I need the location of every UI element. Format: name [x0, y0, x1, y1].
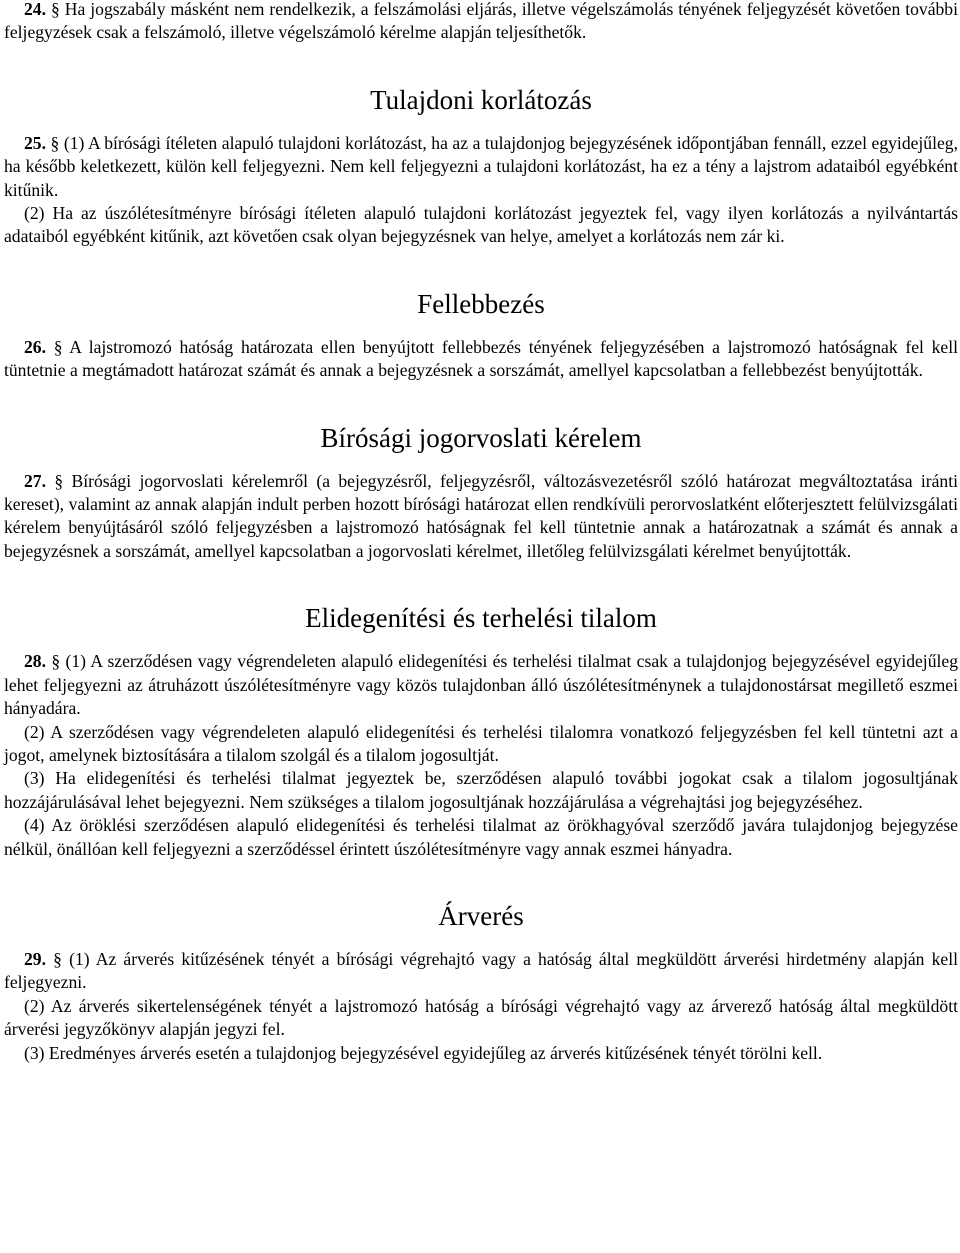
heading-elidegenitesi-es-terhelesi-tilalom: Elidegenítési és terhelési tilalom: [305, 603, 657, 634]
section-28-subsection-2: (2) A szerződésen vagy végrendeleten alapuló elidegenítési és terhelési tilalomra vonatkozó feljegyzésben fel kell tüntetni azt a jogot, amelynek biztosítására a tilalom szolgál és a tilalom jogosultját.: [4, 721, 958, 765]
section-28-subsection-4: (4) Az öröklési szerződésen alapuló elidegenítési és terhelési tilalmat az örökhagyóval szerződő javára tulajdonjog bejegyzése nélkül, önállóan kell feljegyezni a szerződéssel érintett úszólétesítményre vagy annak eszmei hányadra.: [4, 815, 958, 859]
section-28: [4, 650, 958, 720]
paragraph-sign: §: [53, 336, 63, 357]
section-number: 27.: [24, 470, 46, 491]
section-text: Bírósági jogorvoslati kérelemről (a bejegyzésről, feljegyzésről, változásvezetésről szóló határozat megváltoztatása iránti kereset), valamint az annak alapján indult perben hozott bírósági határozat ellen rendkívüli perorvoslatként előterjesztett felülvizsgálati kérelem benyújtásáról szóló feljegyzésben a lajstromozó hatóságnak fel kell tüntetnie annak a határozatnak a számát és annak a bejegyzésnek a sorszámát, amellyel kapcsolatban a jogorvoslati kérelmet, illetőleg felülvizsgálati kérelmet benyújtották.: [4, 470, 958, 561]
section-25: [4, 132, 958, 202]
section-number: 24.: [24, 0, 46, 19]
paragraph-sign: §: [50, 132, 60, 153]
heading-fellebbezes: Fellebbezés: [417, 288, 545, 319]
document-page: [4, 0, 958, 1065]
paragraph-sign: §: [50, 0, 60, 19]
heading-arveres: Árverés: [438, 900, 524, 931]
section-number: 26.: [24, 336, 46, 357]
paragraph-sign: §: [54, 470, 64, 491]
section-text: (1) Az árverés kitűzésének tényét a bírósági végrehajtó vagy a hatóság által megküldött árverési hirdetmény alapján kell feljegyezni.: [4, 948, 958, 993]
section-29-subsection-2: (2) Az árverés sikertelenségének tényét a lajstromozó hatóság a bírósági végrehajtó vagy az árverező hatóság által megküldött árverési jegyzőkönyv alapján jegyzi fel.: [4, 995, 958, 1040]
section-text: A lajstromozó hatóság határozata ellen benyújtott fellebbezés tényének feljegyzésében a lajstromozó hatóságnak fel kell tüntetnie a megtámadott határozat számát és annak a bejegyzésnek a sorszámát, amellyel kapcsolatban a fellebbezést benyújtották.: [4, 336, 958, 381]
section-26: [4, 336, 958, 383]
heading-birosagi-jogorvoslati-kerelem: Bírósági jogorvoslati kérelem: [320, 422, 642, 453]
section-27: [4, 470, 958, 564]
section-25-subsection-2: (2) Ha az úszólétesítményre bírósági ítéleten alapuló tulajdoni korlátozást jegyeztek fel, vagy ilyen korlátozás a nyilvántartás adataiból egyébként kitűnik, azt követően csak olyan bejegyzésnek van helye, amelyet a korlátozás nem zár ki.: [4, 203, 958, 247]
paragraph-sign: §: [53, 948, 62, 969]
section-29: [4, 948, 958, 995]
section-text: (1) A bírósági ítéleten alapuló tulajdoni korlátozást, ha az a tulajdonjog bejegyzésének időpontjában fennáll, ezzel egyidejűleg, ha később keletkezett, külön kell feljegyezni. Nem kell feljegyezni a tulajdoni korlátozást, ha ez a tény a lajstrom adataiból egyébként kitűnik.: [4, 132, 959, 200]
section-number: 28.: [24, 651, 46, 672]
section-number: 25.: [24, 132, 46, 153]
paragraph-sign: §: [51, 651, 61, 672]
section-28-subsection-3: (3) Ha elidegenítési és terhelési tilalmat jegyeztek be, szerződésen alapuló további jogokat csak a tilalom jogosultjának hozzájárulásával lehet bejegyezni. Nem szükséges a tilalom jogosultjának hozzájárulása a végrehajtási jog bejegyzéséhez.: [4, 768, 958, 812]
section-number: 29.: [24, 948, 46, 969]
section-text: (1) A szerződésen vagy végrendeleten alapuló elidegenítési és terhelési tilalmat csak a tulajdonjog bejegyzésével egyidejűleg lehet feljegyezni az átruházott úszólétesítményre vagy közös tulajdonban álló úszólétesítménynek a tulajdonostársat megillető eszmei hányadára.: [4, 651, 958, 719]
section-24: [4, 0, 958, 45]
heading-tulajdoni-korlatozas: Tulajdoni korlátozás: [370, 84, 592, 115]
section-text: Ha jogszabály másként nem rendelkezik, a felszámolási eljárás, illetve végelszámolás tényének feljegyzését követően további feljegyzések csak a felszámoló, illetve végelszámoló kérelme alapján teljesíthetők.: [4, 0, 958, 43]
section-29-subsection-3: (3) Eredményes árverés esetén a tulajdonjog bejegyzésével egyidejűleg az árverés kitűzésének tényét törölni kell.: [24, 1042, 823, 1063]
